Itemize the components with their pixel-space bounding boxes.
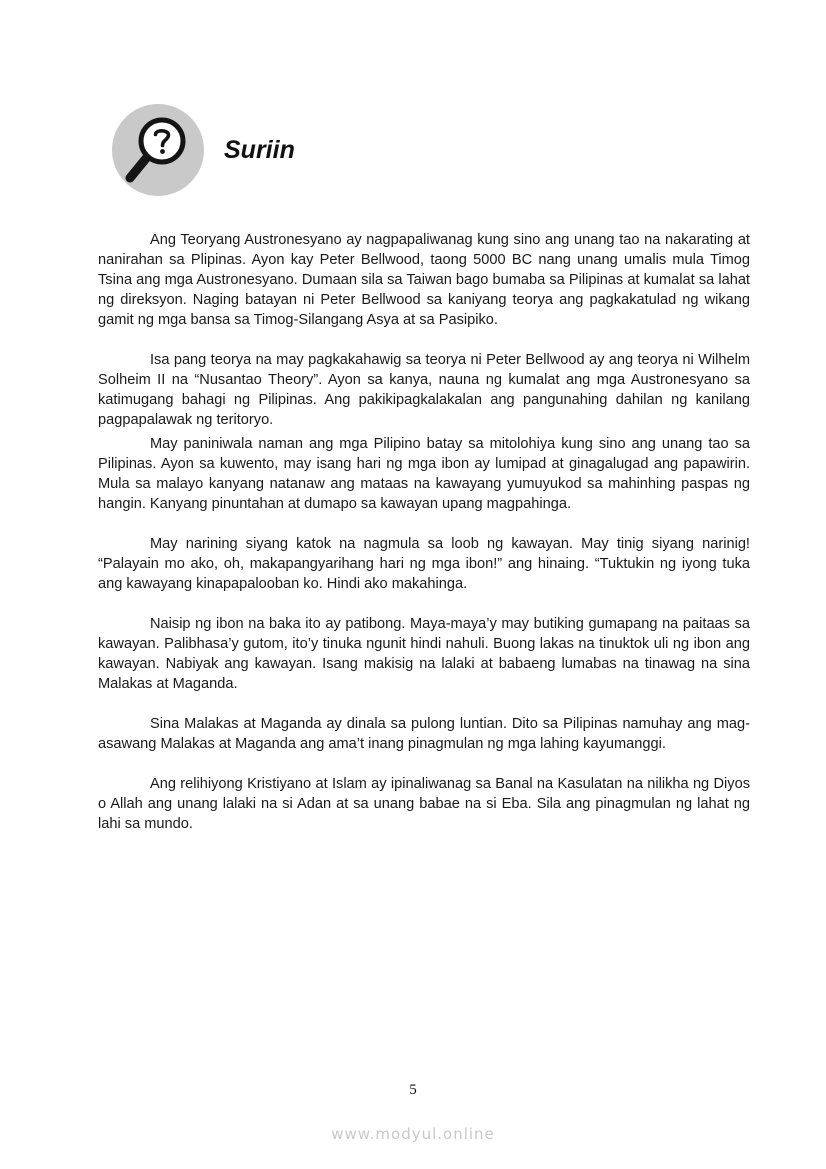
paragraph-religion: Ang relihiyong Kristiyano at Islam ay ipinaliwanag sa Banal na Kasulatan na nilikha ng Diyos o Allah ang unang lalaki na si Adan at sa unang babae na si Eba. Sila ang pinagmulan ng lahat ng lahi sa mundo. [98, 776, 750, 832]
page-number: 5 [409, 1082, 417, 1098]
paragraph-bamboo-voice: May narining siyang katok na nagmula sa loob ng kawayan. May tinig siyang narinig! “Palayain mo ako, oh, makapangyarihang hari ng mga ibon!” ang hinaing. “Tuktukin ng iyong tuka ang kawayang kinapapalooban ko. Hindi ako makahinga. [98, 536, 750, 592]
paragraph-mythology: May paniniwala naman ang mga Pilipino batay sa mitolohiya kung sino ang unang tao sa Pilipinas. Ayon sa kuwento, may isang hari ng mga ibon ay lumipad at ginagalugad ang papawirin. Mula sa malayo kanyang natanaw ang mataas na kawayang yumuyukod sa mahinhing paspas ng hangin. Kanyang pinuntahan at dumapo sa kawayan upang magpahinga. [98, 436, 750, 512]
paragraph-austronesian-theory: Ang Teoryang Austronesyano ay nagpapaliwanag kung sino ang unang tao na nakarating at nanirahan sa Plipinas. Ayon kay Peter Bellwood, taong 5000 BC nang unang umalis mula Timog Tsina ang mga Austronesyano. Dumaan sila sa Taiwan bago bumaba sa Pilipinas at kumalat sa lahat ng direksyon. Naging batayan ni Peter Bellwood sa kaniyang teorya ang pagkakatulad ng wikang gamit ng mga bansa sa Timog-Silangang Asya at sa Pasipiko. [98, 232, 750, 328]
paragraph-bird-pecks-bamboo: Naisip ng ibon na baka ito ay patibong. Maya-maya’y may butiking gumapang na paitaas sa kawayan. Palibhasa’y gutom, ito’y tinuka ngunit hindi nahuli. Buong lakas na tinuktok uli ng ibon ang kawayan. Nabiyak ang kawayan. Isang makisig na lalaki at babaeng lumabas na tinawag na sina Malakas at Maganda. [98, 616, 750, 692]
paragraph-nusantao-theory: Isa pang teorya na may pagkakahawig sa teorya ni Peter Bellwood ay ang teorya ni Wilhelm Solheim II na “Nusantao Theory”. Ayon sa kanya, nauna ng kumalat ang mga Austronesyano sa katimugang bahagi ng Pilipinas. Ang pakikipagkalakalan ang pangunahing dahilan ng kanilang pagpapalawak ng teritoryo. [98, 352, 750, 428]
magnifying-glass-question-icon [112, 104, 204, 196]
paragraph-malakas-maganda: Sina Malakas at Maganda ay dinala sa pulong luntian. Dito sa Pilipinas namuhay ang mag-asawang Malakas at Maganda ang ama’t inang pinagmulan ng mga lahing kayumanggi. [98, 716, 750, 752]
watermark: www.modyul.online [331, 1125, 495, 1143]
section-title: Suriin [224, 136, 295, 164]
body-text [98, 230, 750, 834]
